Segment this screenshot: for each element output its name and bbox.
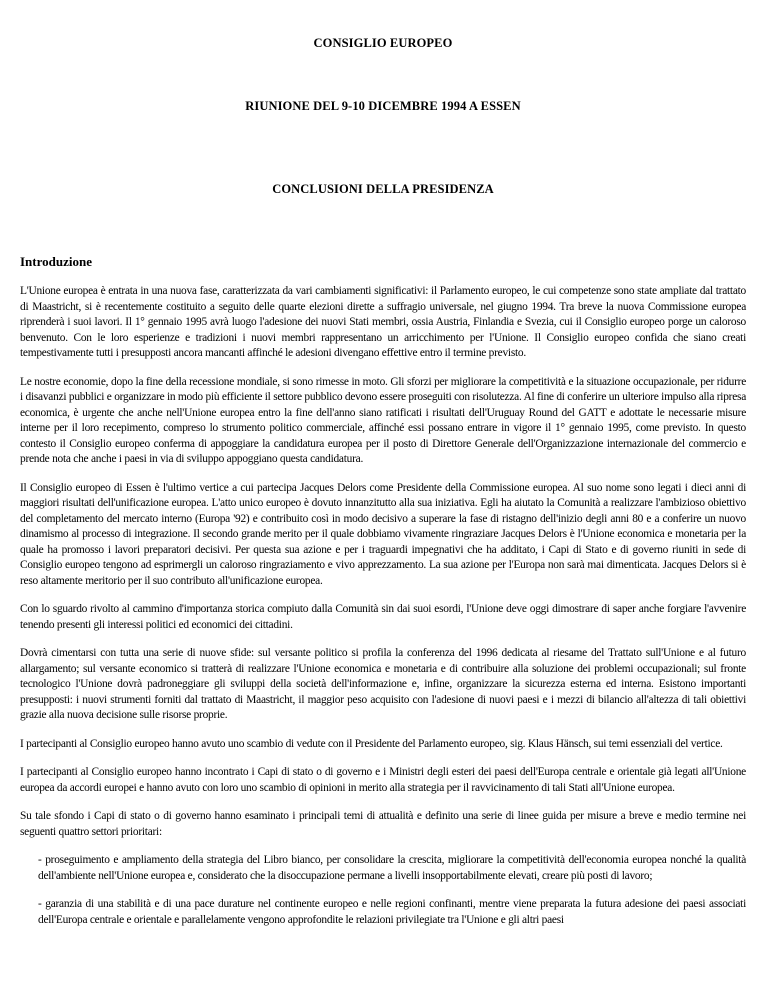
conclusions-heading: CONCLUSIONI DELLA PRESIDENZA	[272, 182, 494, 196]
council-heading: CONSIGLIO EUROPEO	[313, 36, 453, 50]
paragraph: L'Unione europea è entrata in una nuova fase, caratterizzata da vari cambiamenti significativi: il Parlamento europeo, le cui competenze sono state ampliate dal trattato di Maastricht, si è recentemente costituito a seguito delle quarte elezioni dirette a suffragio universale, nel giugno 1994. Tra breve la nuova Commissione europea riprenderà i suoi lavori. Il 1° gennaio 1995 avrà luogo l'adesione dei nuovi Stati membri, ossia Austria, Finlandia e Svezia, cui il Consiglio europeo porge un caloroso benvenuto. Con le loro esperienze e tradizioni i nuovi membri rappresentano un arricchimento per l'Unione. Il Consiglio europeo confida che siano creati tempestivamente tutti i presupposti ancora mancanti affinché le adesioni divengano effettive entro il termine previsto.	[20, 285, 746, 359]
paragraph: I partecipanti al Consiglio europeo hanno avuto uno scambio di vedute con il Presidente del Parlamento europeo, sig. Klaus Hänsch, sui temi essenziali del vertice.	[20, 737, 723, 750]
paragraph: Il Consiglio europeo di Essen è l'ultimo vertice a cui partecipa Jacques Delors come Presidente della Commissione europea. Al suo nome sono legati i dieci anni di maggiori risultati dell'unificazione europea. L'atto unico europeo è dovuto innanzitutto alla sua iniziativa. Egli ha aiutato la Comunità a realizzare l'ambizioso obiettivo del completamento del mercato interno (Europa '92) e contribuito così in modo decisivo a superare la fase di ristagno dell'inizio degli anni 80 e a conferire un nuovo dinamismo al processo di integrazione. Il secondo grande merito per il quale dobbiamo vivamente ringraziare Jacques Delors è l'Unione economica e monetaria per la quale ha promosso i lavori preparatori decisivi. Per questa sua azione e per i traguardi impegnativi che ha additato, i Capi di Stato e di governo riuniti in sede di Consiglio europeo tengono ad esprimergli un caloroso ringraziamento e vivo apprezzamento. La sua azione per l'Europa non sarà mai dimenticata. Jacques Delors si è reso altamente meritorio per il suo contributo all'unificazione europea.	[20, 481, 746, 587]
list-item: - proseguimento e ampliamento della strategia del Libro bianco, per consolidare la crescita, migliorare la competitività dell'economia europea nonché la qualità dell'ambiente nell'Unione europea e, considerato che la disoccupazione permane a livelli insopportabilmente elevati, creare più posti di lavoro;	[38, 854, 746, 882]
paragraph: Le nostre economie, dopo la fine della recessione mondiale, si sono rimesse in moto. Gli sforzi per migliorare la competitività e la situazione occupazionale, per ridurre i disavanzi pubblici e organizzare in modo più efficiente il settore pubblico devono essere proseguiti con risolutezza. Al fine di conferire un ulteriore impulso alla ripresa economica, è urgente che anche nell'Unione europea entro la fine dell'anno siano ratificati i risultati dell'Uruguay Round del GATT e adottate le necessarie misure interne per il loro recepimento, compreso lo strumento politico commerciale, affinché essi possano entrare in vigore il 1° gennaio 1995, come previsto. In questo contesto il Consiglio europeo conferma di appoggiare la candidatura europea per il posto di Direttore Generale dell'Organizzazione internazionale del commercio e prende nota che anche i paesi in via di sviluppo appoggiano questa candidatura.	[20, 375, 746, 465]
paragraph: I partecipanti al Consiglio europeo hanno incontrato i Capi di stato o di governo e i Ministri degli esteri dei paesi dell'Europa centrale e orientale già legati all'Unione europea da accordi europei e hanno avuto con loro uno scambio di opinioni in merito alla strategia per il ravvicinamento di tali Stati all'Unione europea.	[20, 766, 746, 794]
paragraph: Con lo sguardo rivolto al cammino d'importanza storica compiuto dalla Comunità sin dai suoi esordi, l'Unione deve oggi dimostrare di saper anche forgiare l'avvenire tenendo presenti gli interessi politici ed economici dei cittadini.	[20, 603, 746, 631]
section-title: Introduzione	[20, 254, 92, 269]
paragraph: Su tale sfondo i Capi di stato o di governo hanno esaminato i principali temi di attualità e definito una serie di linee guida per misure a breve e medio termine nei seguenti quattro settori prioritari:	[20, 810, 746, 838]
list-item: - garanzia di una stabilità e di una pace durature nel continente europeo e nelle regioni confinanti, mentre viene preparata la futura adesione dei paesi associati dell'Europa centrale e orientale e parallelamente vengono approfondite le relazioni privilegiate tra l'Unione e gli altri paesi	[38, 898, 746, 926]
paragraph: Dovrà cimentarsi con tutta una serie di nuove sfide: sul versante politico si profila la conferenza del 1996 dedicata al riesame del Trattato sull'Unione e al futuro allargamento; sul versante economico si tratterà di realizzare l'Unione economica e monetaria e di contribuire alla soluzione dei problemi occupazionali; sul fronte tecnologico l'Unione dovrà padroneggiare gli sviluppi della società dell'informazione e, infine, organizzare la sicurezza esterna ed interna. Esistono importanti presupposti: i nuovi strumenti forniti dal trattato di Maastricht, il maggior peso acquisito con l'adesione di nuovi paesi e i mezzi di bilancio all'altezza di tali obiettivi grazie alla nuova decisione sulle risorse proprie.	[20, 647, 746, 721]
meeting-heading: RIUNIONE DEL 9-10 DICEMBRE 1994 A ESSEN	[245, 99, 521, 113]
